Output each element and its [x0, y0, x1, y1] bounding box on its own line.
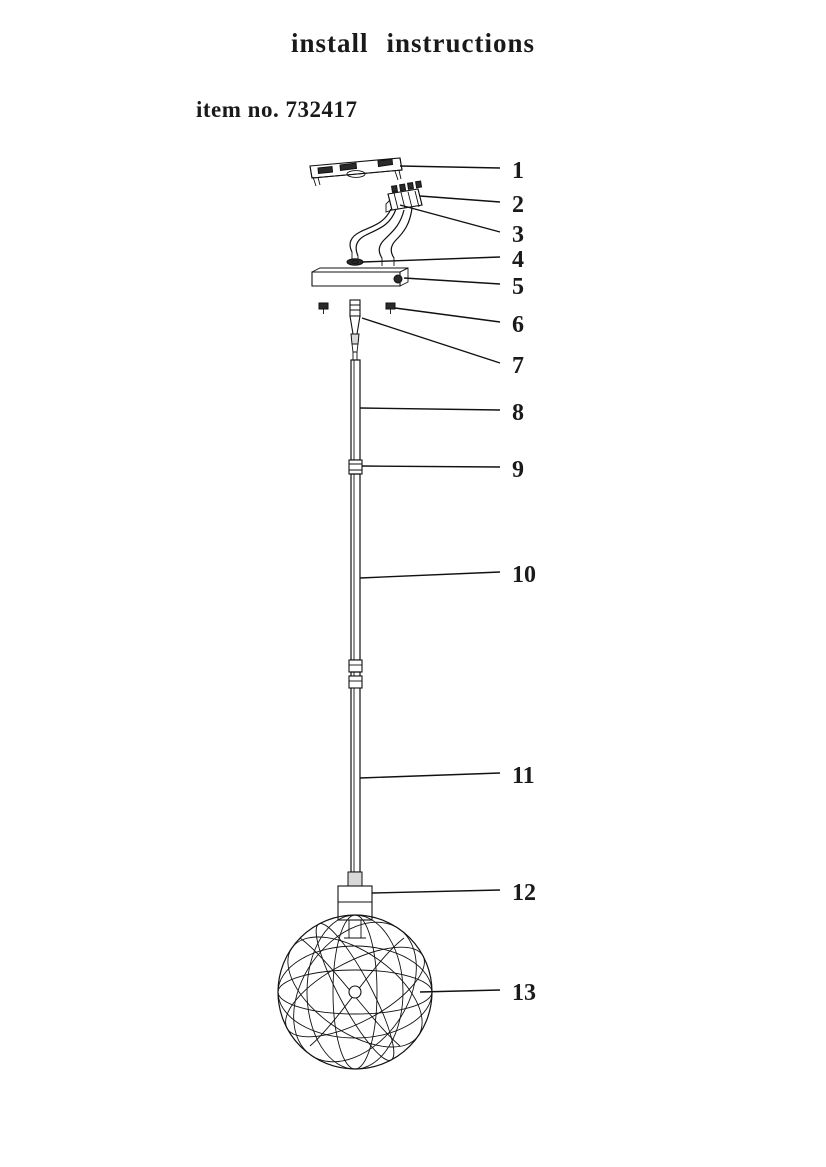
callout-number-2: 2 — [512, 192, 524, 218]
callout-number-1: 1 — [512, 158, 524, 184]
callout-number-10: 10 — [512, 562, 536, 588]
part-rod-coupler — [349, 460, 362, 474]
leader-9 — [362, 466, 500, 467]
callout-number-12: 12 — [512, 880, 536, 906]
callout-number-4: 4 — [512, 247, 524, 273]
callout-number-6: 6 — [512, 312, 524, 338]
leader-6 — [395, 308, 500, 322]
leader-lines — [360, 166, 500, 992]
leader-7 — [362, 318, 500, 363]
leader-10 — [360, 572, 500, 578]
item-number-label: item no. 732417 — [196, 97, 358, 122]
callout-number-13: 13 — [512, 980, 536, 1006]
part-upper-rod-section — [351, 360, 360, 460]
part-sphere-cage-shade — [268, 899, 442, 1085]
part-canopy-cover-plate — [312, 268, 408, 286]
part-ceiling-mounting-plate — [310, 158, 402, 186]
leader-1 — [400, 166, 500, 168]
leader-11 — [360, 773, 500, 778]
page-title-word-2: instructions — [386, 28, 536, 58]
leader-4 — [362, 257, 500, 262]
callout-number-3: 3 — [512, 222, 524, 248]
part-lower-rod-section — [349, 672, 362, 872]
leader-3 — [400, 205, 500, 232]
callout-number-7: 7 — [512, 353, 524, 379]
part-wiring-harness — [350, 208, 412, 266]
leader-12 — [372, 890, 500, 893]
part-middle-rod-section — [349, 474, 362, 672]
leader-5 — [404, 278, 500, 284]
page-title-word-1: install — [290, 28, 369, 58]
leader-8 — [360, 408, 500, 410]
callout-number-9: 9 — [512, 457, 524, 483]
part-cable-gripper — [350, 300, 360, 360]
part-wire-connector — [347, 259, 363, 265]
callout-number-5: 5 — [512, 274, 524, 300]
callout-number-8: 8 — [512, 400, 524, 426]
part-terminal-block — [386, 181, 422, 212]
callout-number-11: 11 — [512, 763, 535, 789]
leader-2 — [420, 196, 500, 202]
